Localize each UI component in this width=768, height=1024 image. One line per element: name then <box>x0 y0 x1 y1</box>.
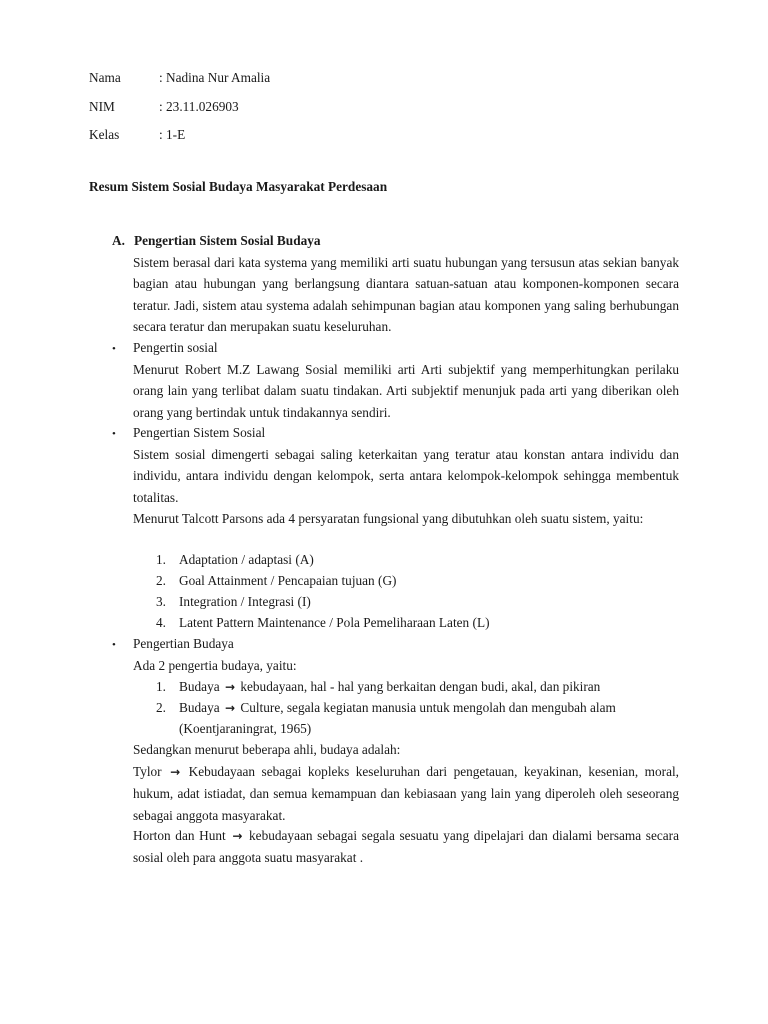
section-a-body: Sistem berasal dari kata systema yang memiliki arti suatu hubungan yang tersusun atas sekian banyak bagian atau hubungan yang berlangsung diantara satuan-satuan atau komponen-komponen secara teratur. Jadi, sistem atau systema adalah sehimpunan bagian atau komponen yang saling berhubungan secara teratur dan merupakan suatu keseluruhan. <box>133 255 679 335</box>
identity-row-nama <box>89 68 270 88</box>
document-title: Resum Sistem Sosial Budaya Masyarakat Perdesaan <box>89 179 388 194</box>
identity-value: : 23.11.026903 <box>159 99 239 114</box>
list-number: 2. <box>156 573 166 588</box>
bullet-icon: • <box>112 639 116 651</box>
tylor-definition <box>133 761 679 826</box>
section-title: Pengertian Sistem Sosial Budaya <box>134 233 321 248</box>
expert-text: Kebudayaan sebagai kopleks keseluruhan dari pengetauan, keyakinan, kesenian, moral, hukum, adat istiadat, dan semua kemampuan dan kebiasaan yang lain yang diperoleh oleh seseorang sebagai anggota masyarakat. <box>133 764 679 823</box>
requirement-item <box>156 613 490 633</box>
requirement-item <box>156 592 311 612</box>
arrow-right-icon: → <box>224 701 236 715</box>
experts-intro: Sedangkan menurut beberapa ahli, budaya adalah: <box>133 742 401 757</box>
budaya-definition-item <box>156 698 616 718</box>
bullet-icon: • <box>112 343 116 355</box>
arrow-right-icon: → <box>224 680 236 694</box>
list-number: 2. <box>156 700 166 715</box>
bullet-sistem-sosial <box>112 423 265 444</box>
arrow-right-icon: → <box>232 829 243 843</box>
expert-name: Horton dan Hunt <box>133 828 226 843</box>
budaya-intro: Ada 2 pengertia budaya, yaitu: <box>133 658 297 673</box>
sistem-sosial-body: Sistem sosial dimengerti sebagai saling keterkaitan yang teratur atau konstan antara individu dan individu, antara individu dengan kelompok, serta antara kelompok-kelompok sehingga membentuk totalitas. <box>133 447 679 505</box>
definition-text: kebudayaan, hal - hal yang berkaitan dengan budi, akal, dan pikiran <box>240 679 601 694</box>
list-text: Adaptation / adaptasi (A) <box>179 552 314 567</box>
list-number: 4. <box>156 615 166 630</box>
bullet-label: Pengertian Budaya <box>133 636 234 651</box>
sosial-body: Menurut Robert M.Z Lawang Sosial memiliki arti Arti subjektif yang memperhitungkan perilaku orang lain yang terlibat dalam suatu tindakan. Arti subjektif menunjuk pada arti yang diberikan oleh orang yang bertindak untuk tindakannya sendiri. <box>133 362 679 420</box>
budaya-definition-item <box>156 677 600 697</box>
identity-row-kelas <box>89 125 185 145</box>
section-marker: A. <box>112 233 125 248</box>
definition-term: Budaya <box>179 700 220 715</box>
parsons-intro: Menurut Talcott Parsons ada 4 persyaratan fungsional yang dibutuhkan oleh suatu sistem, yaitu: <box>133 511 644 526</box>
identity-label: Kelas <box>89 127 120 142</box>
identity-value: : 1-E <box>159 127 186 142</box>
bullet-label: Pengertian Sistem Sosial <box>133 425 266 440</box>
horton-hunt-definition <box>133 825 679 869</box>
identity-label: NIM <box>89 99 115 114</box>
identity-row-nim <box>89 97 239 117</box>
definition-citation: (Koentjaraningrat, 1965) <box>179 721 312 736</box>
requirement-item <box>156 571 397 591</box>
expert-name: Tylor <box>133 764 162 779</box>
definition-text: Culture, segala kegiatan manusia untuk mengolah dan mengubah alam <box>240 700 616 715</box>
arrow-right-icon: → <box>170 765 181 779</box>
section-a-heading <box>112 231 321 251</box>
list-number: 3. <box>156 594 166 609</box>
expert-text: kebudayaan sebagai segala sesuatu yang dipelajari dan dialami bersama secara sosial oleh para anggota suatu masyarakat . <box>133 828 679 866</box>
list-number: 1. <box>156 552 166 567</box>
list-text: Goal Attainment / Pencapaian tujuan (G) <box>179 573 397 588</box>
bullet-budaya <box>112 634 234 655</box>
identity-label: Nama <box>89 70 121 85</box>
bullet-label: Pengertin sosial <box>133 340 218 355</box>
bullet-sosial <box>112 338 218 359</box>
definition-term: Budaya <box>179 679 220 694</box>
requirement-item <box>156 550 314 570</box>
list-text: Integration / Integrasi (I) <box>179 594 311 609</box>
list-number: 1. <box>156 679 166 694</box>
bullet-icon: • <box>112 428 116 440</box>
identity-value: : Nadina Nur Amalia <box>159 70 271 85</box>
list-text: Latent Pattern Maintenance / Pola Pemeliharaan Laten (L) <box>179 615 490 630</box>
